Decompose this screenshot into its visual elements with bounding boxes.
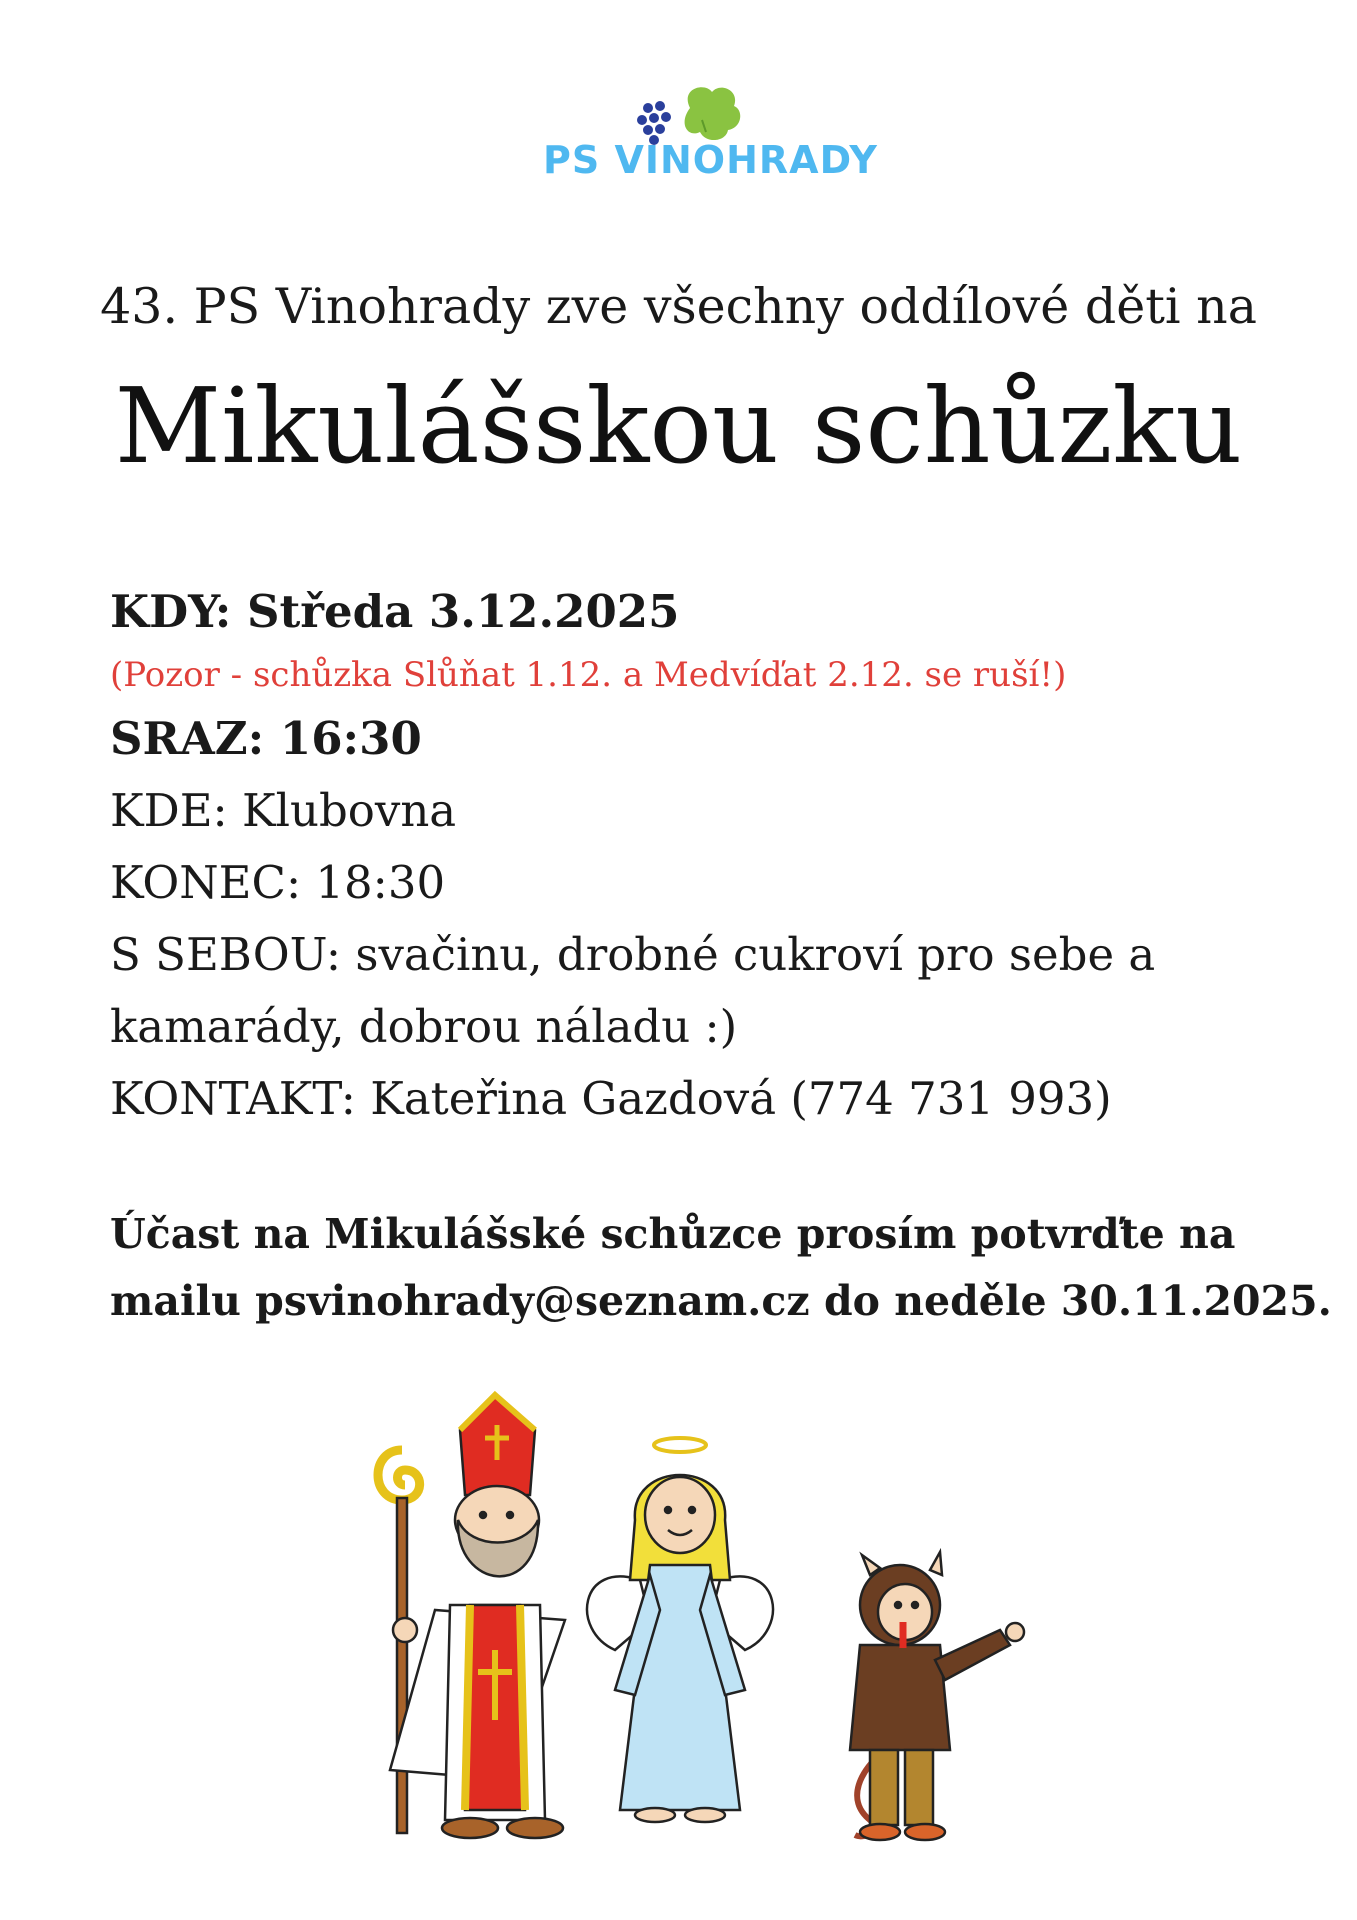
cancellation-note: (Pozor - schůzka Slůňat 1.12. a Medvíďat 2.12. se ruší!)	[110, 655, 1067, 695]
andel-icon	[587, 1438, 773, 1822]
logo-text: PS VINOHRADY	[543, 138, 878, 182]
cert-icon	[850, 1552, 1024, 1840]
end-time-line: KONEC: 18:30	[110, 856, 446, 909]
when-line: KDY: Středa 3.12.2025	[110, 585, 680, 638]
saints-illustration	[350, 1390, 1050, 1850]
rsvp-line-2: mailu psvinohrady@seznam.cz do neděle 30.11.2025.	[110, 1277, 1332, 1325]
grape-leaf-icon	[685, 87, 741, 140]
bring-line-2: kamarády, dobrou náladu :)	[110, 1000, 738, 1053]
bring-line-1: S SEBOU: svačinu, drobné cukroví pro sebe a	[110, 928, 1156, 981]
page-title: Mikulášskou schůzku	[114, 365, 1243, 487]
contact-line: KONTAKT: Kateřina Gazdová (774 731 993)	[110, 1072, 1112, 1125]
intro-text: 43. PS Vinohrady zve všechny oddílové děti na	[100, 278, 1257, 335]
rsvp-line-1: Účast na Mikulášské schůzce prosím potvrďte na	[110, 1210, 1236, 1258]
meeting-time-line: SRAZ: 16:30	[110, 712, 422, 765]
mikulas-icon	[378, 1395, 565, 1838]
where-line: KDE: Klubovna	[110, 784, 457, 837]
